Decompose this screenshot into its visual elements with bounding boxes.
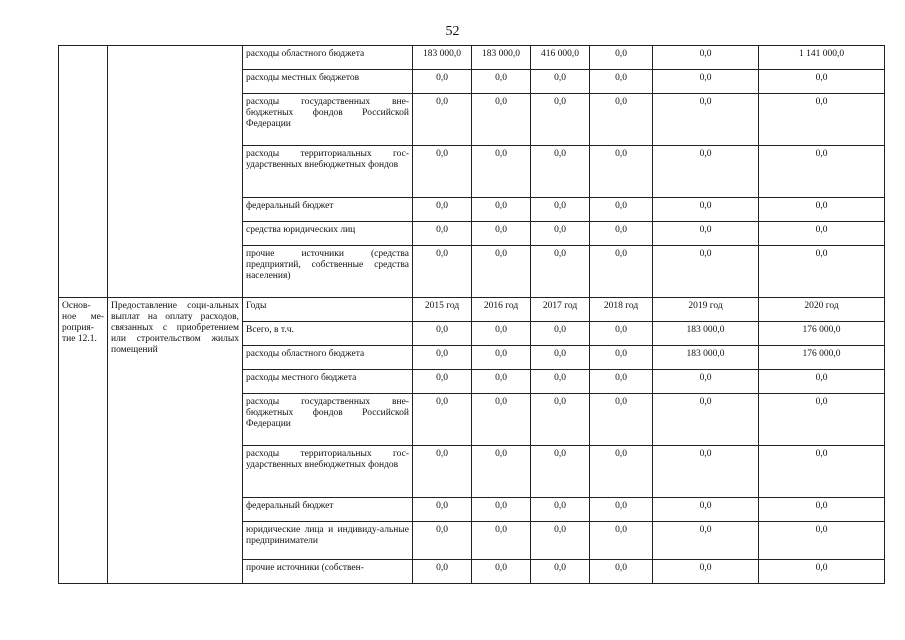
value-cell: 0,0 — [413, 246, 472, 298]
value-cell: 0,0 — [759, 370, 885, 394]
value-cell: 0,0 — [653, 146, 759, 198]
value-cell: 0,0 — [759, 394, 885, 446]
value-cell: 0,0 — [653, 46, 759, 70]
value-cell: 0,0 — [413, 322, 472, 346]
value-cell: 0,0 — [759, 198, 885, 222]
measure-cell: Основ-ное ме-роприя-тие 12.1. — [59, 298, 108, 584]
value-cell: 0,0 — [531, 498, 590, 522]
value-cell: 0,0 — [472, 222, 531, 246]
value-cell: 0,0 — [653, 394, 759, 446]
row-label: расходы местного бюджета — [243, 370, 413, 394]
value-cell: 0,0 — [413, 446, 472, 498]
value-cell: 0,0 — [413, 370, 472, 394]
value-cell: 0,0 — [472, 522, 531, 560]
value-cell: 0,0 — [759, 246, 885, 298]
value-cell: 183 000,0 — [472, 46, 531, 70]
value-cell: 0,0 — [653, 560, 759, 584]
value-cell: 183 000,0 — [413, 46, 472, 70]
value-cell: 0,0 — [590, 94, 653, 146]
years-label: Годы — [243, 298, 413, 322]
value-cell: 0,0 — [590, 394, 653, 446]
year-header: 2018 год — [590, 298, 653, 322]
value-cell: 0,0 — [590, 70, 653, 94]
years-header-row — [59, 298, 885, 322]
value-cell: 0,0 — [590, 198, 653, 222]
value-cell: 0,0 — [653, 370, 759, 394]
value-cell: 0,0 — [590, 246, 653, 298]
row-label: Всего, в т.ч. — [243, 322, 413, 346]
value-cell: 183 000,0 — [653, 346, 759, 370]
value-cell: 0,0 — [531, 146, 590, 198]
row-label: расходы областного бюджета — [243, 346, 413, 370]
row-label: расходы государственных вне-бюджетных фондов Российской Федерации — [243, 394, 413, 446]
value-cell: 0,0 — [531, 198, 590, 222]
page-number: 52 — [445, 24, 460, 39]
value-cell: 0,0 — [590, 560, 653, 584]
row-label: расходы областного бюджета — [243, 46, 413, 70]
description-cell-empty — [108, 46, 243, 298]
value-cell: 0,0 — [759, 70, 885, 94]
value-cell: 0,0 — [653, 94, 759, 146]
value-cell: 416 000,0 — [531, 46, 590, 70]
value-cell: 0,0 — [531, 246, 590, 298]
value-cell: 0,0 — [653, 246, 759, 298]
value-cell: 0,0 — [472, 560, 531, 584]
value-cell: 0,0 — [413, 70, 472, 94]
value-cell: 0,0 — [759, 94, 885, 146]
value-cell: 0,0 — [472, 198, 531, 222]
value-cell: 0,0 — [653, 522, 759, 560]
value-cell: 0,0 — [472, 94, 531, 146]
year-header: 2019 год — [653, 298, 759, 322]
value-cell: 0,0 — [472, 146, 531, 198]
value-cell: 0,0 — [531, 370, 590, 394]
value-cell: 0,0 — [653, 198, 759, 222]
row-label: расходы территориальных гос-ударственных внебюджетных фондов — [243, 146, 413, 198]
value-cell: 0,0 — [531, 446, 590, 498]
value-cell: 0,0 — [413, 198, 472, 222]
value-cell: 0,0 — [653, 222, 759, 246]
value-cell: 0,0 — [472, 498, 531, 522]
value-cell: 0,0 — [759, 222, 885, 246]
value-cell: 0,0 — [413, 522, 472, 560]
value-cell: 0,0 — [413, 498, 472, 522]
value-cell: 0,0 — [472, 246, 531, 298]
value-cell: 0,0 — [531, 70, 590, 94]
value-cell: 0,0 — [590, 522, 653, 560]
row-label: прочие источники (средства предприятий, собственные средства населения) — [243, 246, 413, 298]
year-header: 2015 год — [413, 298, 472, 322]
value-cell: 0,0 — [531, 322, 590, 346]
value-cell: 0,0 — [472, 394, 531, 446]
year-header: 2017 год — [531, 298, 590, 322]
value-cell: 183 000,0 — [653, 322, 759, 346]
value-cell: 0,0 — [472, 70, 531, 94]
value-cell: 0,0 — [759, 560, 885, 584]
row-label: юридические лица и индивиду-альные предприниматели — [243, 522, 413, 560]
value-cell: 0,0 — [531, 346, 590, 370]
table-row — [59, 46, 885, 70]
row-label: расходы территориальных гос-ударственных внебюджетных фондов — [243, 446, 413, 498]
value-cell: 0,0 — [413, 560, 472, 584]
value-cell: 0,0 — [590, 146, 653, 198]
row-label: средства юридических лиц — [243, 222, 413, 246]
row-label: расходы государственных вне-бюджетных фондов Российской Федерации — [243, 94, 413, 146]
value-cell: 0,0 — [413, 146, 472, 198]
value-cell: 176 000,0 — [759, 346, 885, 370]
value-cell: 0,0 — [590, 322, 653, 346]
value-cell: 0,0 — [590, 370, 653, 394]
value-cell: 0,0 — [472, 346, 531, 370]
year-header: 2020 год — [759, 298, 885, 322]
value-cell: 0,0 — [472, 446, 531, 498]
value-cell: 0,0 — [590, 446, 653, 498]
row-label: прочие источники (собствен- — [243, 560, 413, 584]
value-cell: 0,0 — [531, 560, 590, 584]
value-cell: 0,0 — [590, 498, 653, 522]
value-cell: 0,0 — [472, 322, 531, 346]
value-cell: 0,0 — [759, 498, 885, 522]
value-cell: 0,0 — [590, 222, 653, 246]
row-label: расходы местных бюджетов — [243, 70, 413, 94]
value-cell: 0,0 — [413, 222, 472, 246]
value-cell: 0,0 — [413, 394, 472, 446]
value-cell: 1 141 000,0 — [759, 46, 885, 70]
value-cell: 0,0 — [590, 46, 653, 70]
description-cell: Предоставление соци-альных выплат на оплату расходов, связанных с приобретением или строительством жилых помещений — [108, 298, 243, 584]
measure-cell-empty — [59, 46, 108, 298]
value-cell: 0,0 — [472, 370, 531, 394]
value-cell: 0,0 — [653, 498, 759, 522]
value-cell: 0,0 — [413, 94, 472, 146]
value-cell: 0,0 — [759, 522, 885, 560]
row-label: федеральный бюджет — [243, 498, 413, 522]
budget-table — [58, 45, 885, 584]
value-cell: 0,0 — [759, 146, 885, 198]
value-cell: 176 000,0 — [759, 322, 885, 346]
value-cell: 0,0 — [590, 346, 653, 370]
value-cell: 0,0 — [759, 446, 885, 498]
value-cell: 0,0 — [531, 522, 590, 560]
value-cell: 0,0 — [531, 394, 590, 446]
value-cell: 0,0 — [413, 346, 472, 370]
value-cell: 0,0 — [653, 70, 759, 94]
value-cell: 0,0 — [653, 446, 759, 498]
value-cell: 0,0 — [531, 222, 590, 246]
year-header: 2016 год — [472, 298, 531, 322]
row-label: федеральный бюджет — [243, 198, 413, 222]
value-cell: 0,0 — [531, 94, 590, 146]
